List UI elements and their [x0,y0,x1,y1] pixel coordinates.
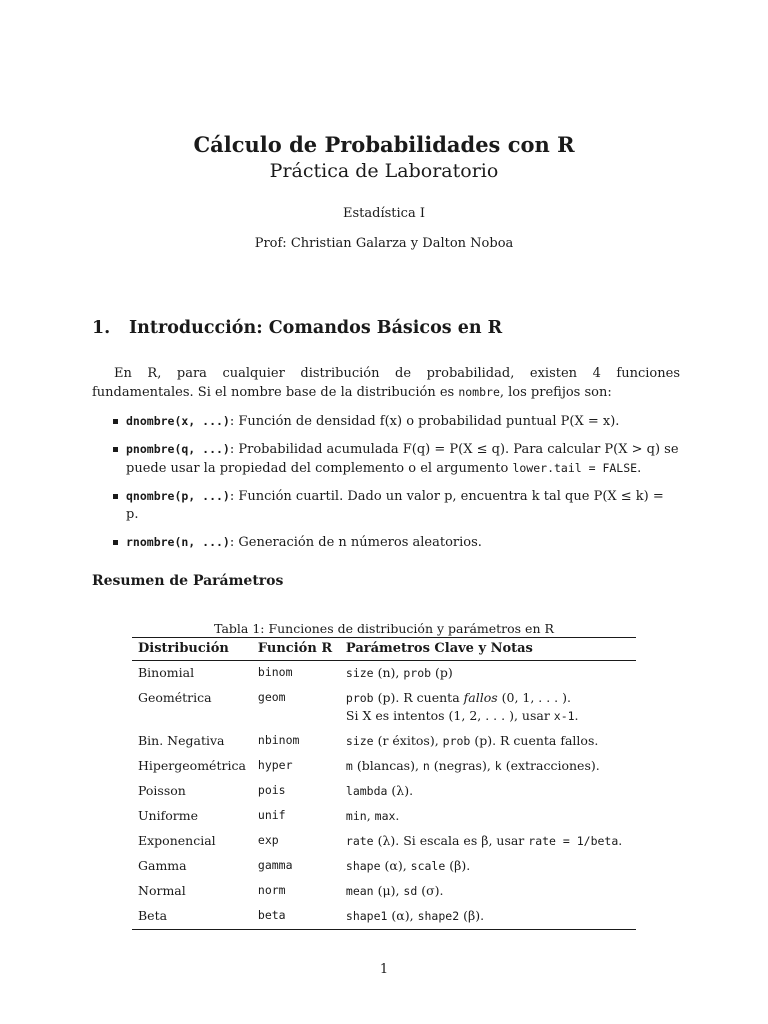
table-caption: Tabla 1: Funciones de distribución y parámetros en R [214,621,554,636]
intro-text: En R, para cualquier distribución de probabilidad, existen 4 funciones fundamentales. Si el nombre base de la distribución es [92,366,680,400]
note-text: (β). [459,908,485,923]
note-text: (α), [380,858,411,873]
param-code: k [494,759,502,773]
function-cell: geom [257,690,286,704]
function-list [112,412,680,561]
column-header: Función R [252,638,340,661]
note-text: Si X es intentos (1, 2, . . . ), usar [345,708,554,723]
param-code: size [345,734,374,748]
intro-text-end: , los prefijos son: [499,385,612,400]
bullet-icon [113,447,118,452]
intro-paragraph [92,365,680,402]
note-text: . [618,833,623,848]
table-row [132,854,636,879]
function-cell: pois [257,783,286,797]
function-cell: beta [252,904,340,930]
table-header-row [132,638,636,661]
notes-cell [340,854,636,879]
param-code: rate [345,834,374,848]
param-code: mean [345,884,374,898]
note-text: (r éxitos), [373,733,443,748]
column-header: Distribución [132,638,252,661]
list-item [112,533,680,552]
function-description: : Función cuartil. Dado un valor p, encuentra k tal que P(X ≤ k) = p. [126,489,664,522]
note-text: (n), [373,665,404,680]
distribution-cell: Gamma [138,858,187,873]
table-row [132,779,636,804]
note-text: (λ). Si escala es β, usar [373,833,529,848]
function-cell: binom [257,665,293,679]
notes-cell [340,904,636,930]
notes-cell [340,829,636,854]
notes-cell [340,686,636,729]
param-code: shape2 [417,909,460,923]
table-row [132,904,636,930]
function-cell: exp [257,833,279,847]
param-code: shape1 [345,909,388,923]
authors: Prof: Christian Galarza y Dalton Noboa [254,236,514,251]
note-text: (λ). [387,783,414,798]
section-title: Introducción: Comandos Básicos en R [129,318,503,338]
function-cell: hyper [257,758,293,772]
note-text: (p) [431,665,453,680]
note-text: (σ). [417,883,444,898]
notes-cell [340,779,636,804]
param-code: lambda [345,784,388,798]
intro-code: nombre [458,385,500,399]
note-text: (p). R cuenta fallos. [470,733,599,748]
param-code: min [345,809,367,823]
notes-cell [340,879,636,904]
column-header: Parámetros Clave y Notas [340,638,636,661]
table-row [132,879,636,904]
table-row [132,804,636,829]
note-text: (p). R cuenta [373,690,464,705]
notes-cell [340,804,636,829]
function-description-end: . [637,461,642,476]
note-text: (blancas), [352,758,423,773]
function-description: : Generación de n números aleatorios. [229,535,482,550]
distribution-cell: Beta [132,904,252,930]
note-text: (α), [387,908,418,923]
param-code: scale [410,859,446,873]
note-emphasis: fallos [463,690,498,705]
note-text: (0, 1, . . . ). [497,690,571,705]
param-code: shape [345,859,381,873]
section-number: 1. [92,318,111,338]
argument-code: lower.tail = FALSE [512,461,638,475]
subsection-heading: Resumen de Parámetros [92,573,284,589]
table-row [132,686,636,729]
function-cell: gamma [257,858,293,872]
table-row [132,754,636,779]
list-item [112,487,680,524]
function-code: qnombre(p, ...) [126,489,230,503]
note-text: (negras), [429,758,495,773]
function-description: : Función de densidad f(x) o probabilidad puntual P(X = x). [229,414,620,429]
param-code: prob [345,691,374,705]
bullet-icon [113,540,118,545]
list-item [112,412,680,431]
function-code: rnombre(n, ...) [126,535,230,549]
function-cell: nbinom [257,733,300,747]
title-block [0,132,768,252]
distribution-cell: Uniforme [138,808,198,823]
note-text: , [366,808,375,823]
note-text: . [395,808,400,823]
document-subtitle: Práctica de Laboratorio [269,160,499,182]
table-row [132,729,636,754]
table-row [132,829,636,854]
distribution-cell: Exponencial [138,833,216,848]
distribution-cell: Geométrica [138,690,212,705]
course-name: Estadística I [343,206,425,221]
page-number: 1 [379,962,389,977]
param-code: size [345,666,374,680]
list-item [112,440,680,478]
param-code: prob [442,734,471,748]
distribution-cell: Normal [138,883,186,898]
distribution-cell: Hipergeométrica [138,758,246,773]
function-cell: norm [257,883,286,897]
function-code: pnombre(q, ...) [126,442,230,456]
param-code: x-1 [553,709,575,723]
bullet-icon [113,494,118,499]
param-code: prob [403,666,432,680]
param-code: m [345,759,353,773]
notes-cell [340,754,636,779]
param-code: rate = 1/beta [528,834,619,848]
note-text: (μ), [373,883,404,898]
distribution-cell: Binomial [138,665,195,680]
parameters-table [132,637,636,930]
notes-cell [340,661,636,687]
function-code: dnombre(x, ...) [126,414,230,428]
notes-cell [340,729,636,754]
param-code: max [374,809,396,823]
function-cell: unif [257,808,286,822]
section-heading [92,318,502,338]
distribution-cell: Poisson [138,783,186,798]
function-description: : Probabilidad acumulada F(q) = P(X ≤ q). Para calcular P(X > q) se puede usar la propiedad del complemento o el argumento [126,442,679,476]
param-code: sd [403,884,418,898]
note-text: (extracciones). [501,758,600,773]
bullet-icon [113,419,118,424]
param-code: n [422,759,430,773]
table-row [132,661,636,687]
distribution-cell: Bin. Negativa [138,733,225,748]
note-text: (β). [445,858,471,873]
document-title: Cálculo de Probabilidades con R [193,132,575,157]
note-text: . [574,708,579,723]
